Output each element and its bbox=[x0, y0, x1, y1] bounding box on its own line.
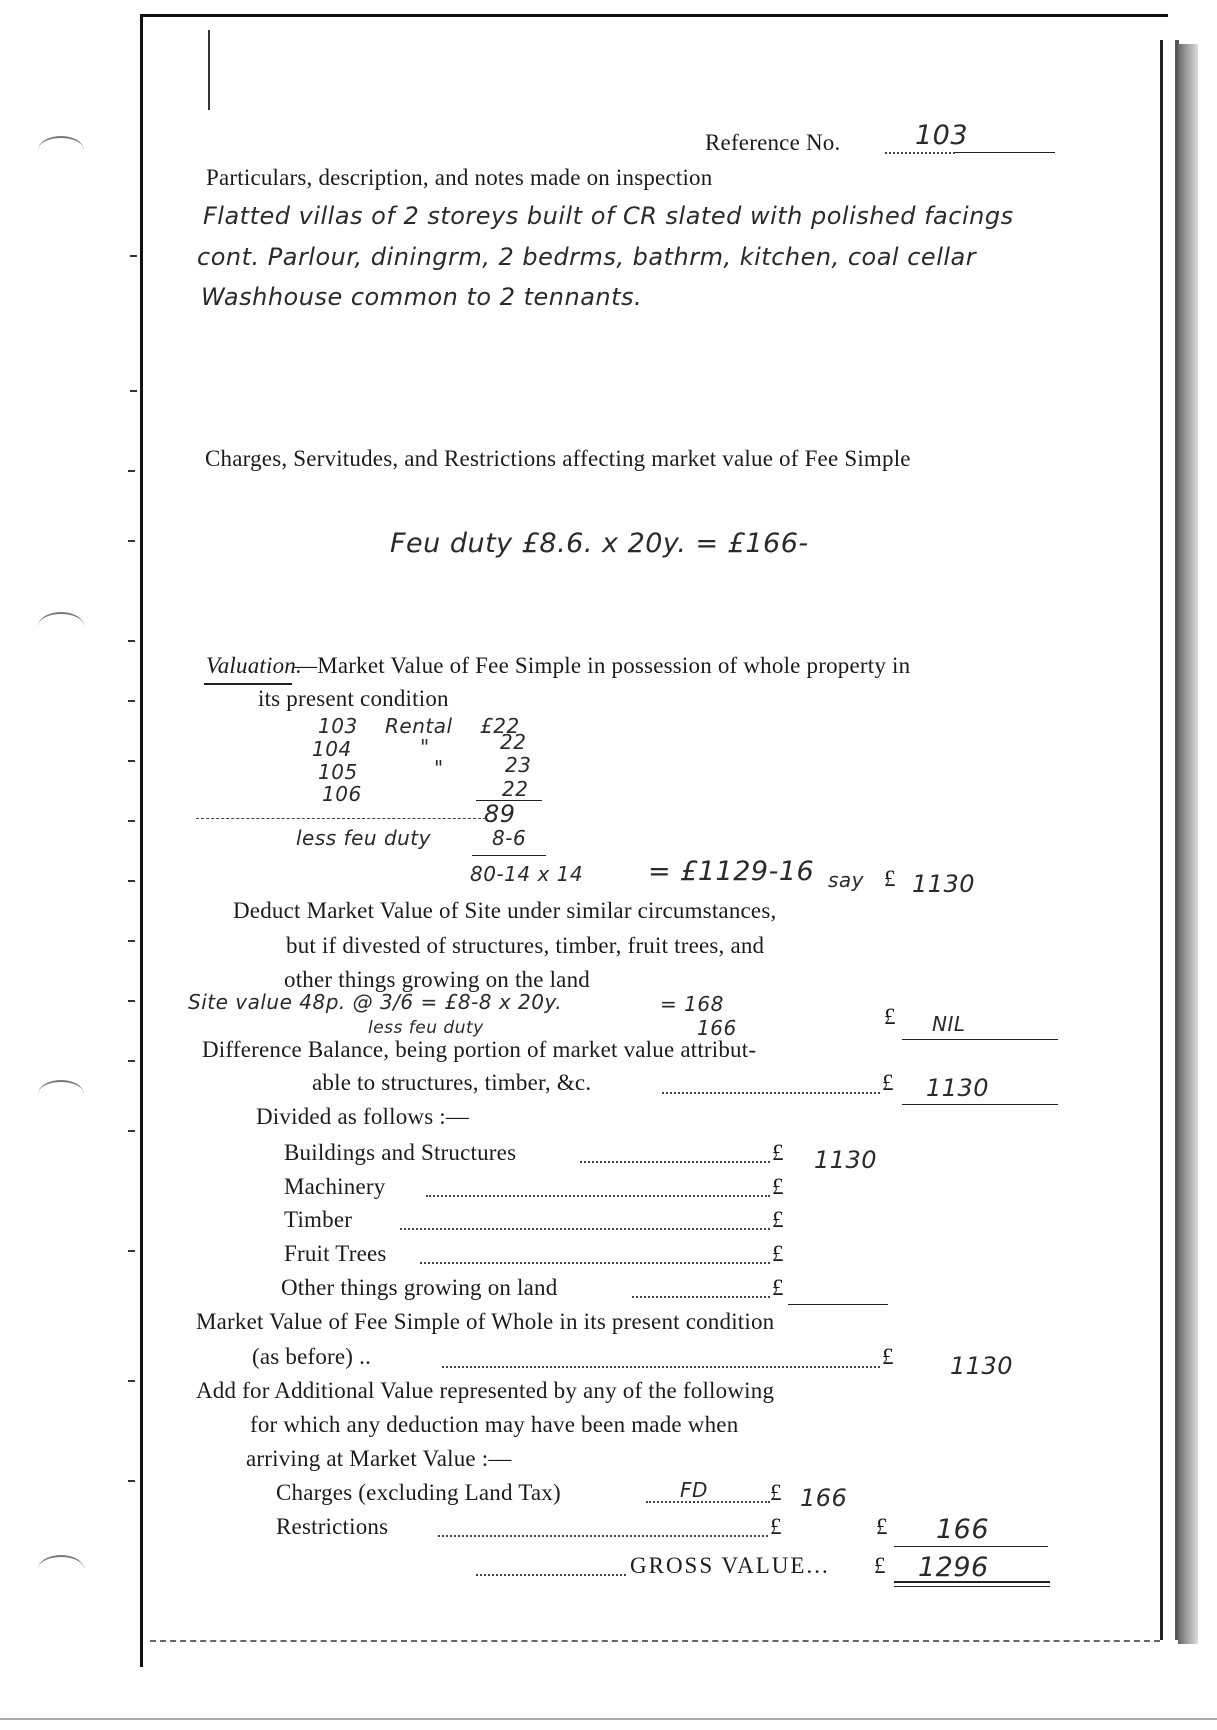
margin-tick bbox=[128, 1130, 135, 1132]
margin-tick bbox=[128, 1060, 135, 1062]
divided-item-currency: £ bbox=[772, 1174, 784, 1199]
deduct-line-1: Deduct Market Value of Site under similar circumstances, bbox=[233, 898, 777, 923]
rental-label: Rental bbox=[385, 714, 453, 738]
valuation-label: Valuation. bbox=[206, 653, 302, 678]
page-edge-shadow bbox=[1178, 44, 1198, 1644]
divided-item-dots bbox=[632, 1296, 770, 1298]
punch-hole bbox=[38, 136, 84, 164]
charges-currency: £ bbox=[770, 1480, 782, 1505]
inspection-note-3: Washhouse common to 2 tennants. bbox=[201, 283, 643, 311]
rental-ref: 104 bbox=[312, 737, 352, 761]
margin-tick bbox=[128, 1380, 135, 1382]
rental-label: " bbox=[434, 756, 444, 780]
margin-tick bbox=[128, 820, 135, 822]
divided-item-currency: £ bbox=[772, 1207, 784, 1232]
gross-value: 1296 bbox=[918, 1552, 989, 1583]
rental-amount: 23 bbox=[505, 753, 532, 777]
divided-item-label: Timber bbox=[284, 1207, 353, 1232]
margin-tick bbox=[128, 470, 135, 472]
gross-dots bbox=[476, 1574, 626, 1576]
valuation-separator bbox=[196, 818, 486, 819]
page-edge-right bbox=[1160, 40, 1179, 1640]
divided-item-value: 1130 bbox=[814, 1146, 878, 1174]
divided-item-currency: £ bbox=[772, 1241, 784, 1266]
market-whole-line-1: Market Value of Fee Simple of Whole in its present condition bbox=[196, 1309, 775, 1334]
margin-tick bbox=[128, 880, 135, 882]
punch-hole bbox=[38, 1555, 84, 1583]
charges-note: Feu duty £8.6. x 20y. = £166- bbox=[390, 528, 809, 559]
divided-item-currency: £ bbox=[772, 1275, 784, 1300]
charges-value: 166 bbox=[800, 1484, 848, 1512]
reference-value: 103 bbox=[915, 120, 969, 151]
market-whole-currency: £ bbox=[882, 1344, 894, 1369]
divided-item-dots bbox=[420, 1262, 770, 1264]
charges-fd-note: FD bbox=[680, 1478, 708, 1502]
market-whole-line-2: (as before) .. bbox=[252, 1344, 372, 1369]
inspection-note-1: Flatted villas of 2 storeys built of CR slated with polished facings bbox=[203, 202, 1014, 230]
rental-amount: £22 bbox=[480, 714, 520, 738]
gross-currency: £ bbox=[874, 1553, 886, 1578]
valuation-heading: —Market Value of Fee Simple in possession of whole property in bbox=[294, 653, 911, 678]
divided-item-currency: £ bbox=[772, 1140, 784, 1165]
additional-line-3: arriving at Market Value :— bbox=[246, 1446, 512, 1471]
rental-label: " bbox=[420, 735, 430, 759]
market-whole-value: 1130 bbox=[950, 1352, 1014, 1380]
gross-underline-double bbox=[894, 1586, 1050, 1587]
footer-line bbox=[0, 1718, 1217, 1720]
margin-tick bbox=[130, 390, 137, 392]
charges-dots bbox=[646, 1501, 770, 1503]
divided-heading: Divided as follows :— bbox=[256, 1104, 470, 1129]
deduct-value: NIL bbox=[932, 1012, 966, 1036]
margin-tick bbox=[128, 640, 135, 642]
reference-label: Reference No. bbox=[705, 130, 841, 155]
site-value-net: 166 bbox=[697, 1016, 737, 1040]
rental-total: 89 bbox=[484, 800, 516, 828]
additional-line-1: Add for Additional Value represented by any of the following bbox=[196, 1378, 775, 1403]
margin-tick bbox=[130, 255, 137, 257]
reference-dots bbox=[885, 152, 955, 154]
restrictions-currency: £ bbox=[770, 1514, 782, 1539]
difference-dots bbox=[662, 1092, 880, 1094]
punch-hole bbox=[38, 1080, 84, 1108]
valuation-heading-2: its present condition bbox=[258, 686, 449, 711]
additional-line-2: for which any deduction may have been made when bbox=[250, 1412, 739, 1437]
say-label: say bbox=[828, 868, 865, 892]
restrictions-label: Restrictions bbox=[276, 1514, 389, 1539]
divided-underline bbox=[788, 1304, 888, 1305]
deduct-line-3: other things growing on the land bbox=[284, 967, 590, 992]
site-value-calc: Site value 48p. @ 3/6 = £8-8 x 20y. bbox=[188, 990, 563, 1014]
difference-line-2: able to structures, timber, &c. bbox=[312, 1070, 592, 1095]
valuation-calc: 80-14 x 14 bbox=[470, 862, 584, 886]
restrictions-dots bbox=[438, 1535, 768, 1537]
difference-value: 1130 bbox=[926, 1074, 990, 1102]
divided-item-label: Fruit Trees bbox=[284, 1241, 387, 1266]
less-feu-amount: 8-6 bbox=[492, 826, 527, 850]
additional-total-currency: £ bbox=[876, 1514, 888, 1539]
rental-ref: 105 bbox=[318, 760, 358, 784]
binding-line bbox=[208, 30, 210, 110]
divided-item-label: Other things growing on land bbox=[281, 1275, 558, 1300]
margin-tick bbox=[128, 700, 135, 702]
gross-underline bbox=[894, 1581, 1050, 1583]
reference-underline bbox=[955, 152, 1055, 153]
less-rule bbox=[472, 855, 546, 856]
deduct-underline bbox=[902, 1039, 1058, 1040]
divided-item-label: Buildings and Structures bbox=[284, 1140, 517, 1165]
inspection-note-2: cont. Parlour, diningrm, 2 bedrms, bathrm, kitchen, coal cellar bbox=[197, 243, 977, 271]
additional-total-value: 166 bbox=[936, 1514, 990, 1545]
divided-item-dots bbox=[580, 1161, 770, 1163]
market-whole-dots bbox=[442, 1366, 880, 1368]
less-feu-note: less feu duty bbox=[368, 1018, 484, 1038]
valuation-calc-result: = £1129-16 bbox=[648, 856, 815, 887]
margin-tick bbox=[128, 540, 135, 542]
deduct-currency: £ bbox=[884, 1004, 896, 1029]
site-value-result: = 168 bbox=[660, 992, 724, 1016]
inspection-heading: Particulars, description, and notes made on inspection bbox=[206, 165, 713, 190]
additional-underline bbox=[894, 1546, 1048, 1547]
rental-ref: 103 bbox=[318, 714, 358, 738]
valuation-underline bbox=[204, 683, 292, 685]
market-value-currency: £ bbox=[884, 866, 896, 891]
margin-tick bbox=[128, 1480, 135, 1482]
bottom-rule bbox=[150, 1640, 1160, 1642]
less-feu-label: less feu duty bbox=[296, 826, 431, 850]
deduct-line-2: but if divested of structures, timber, fruit trees, and bbox=[286, 933, 765, 958]
divided-item-label: Machinery bbox=[284, 1174, 386, 1199]
market-value: 1130 bbox=[912, 870, 976, 898]
margin-tick bbox=[128, 760, 135, 762]
rental-amount: 22 bbox=[502, 777, 529, 801]
charges-heading: Charges, Servitudes, and Restrictions affecting market value of Fee Simple bbox=[205, 446, 911, 471]
gross-label: GROSS VALUE... bbox=[630, 1553, 830, 1578]
divided-item-dots bbox=[400, 1228, 770, 1230]
divided-item-dots bbox=[426, 1195, 770, 1197]
punch-hole bbox=[38, 612, 84, 640]
difference-underline bbox=[902, 1104, 1058, 1105]
rental-ref: 106 bbox=[322, 782, 362, 806]
rental-amount: 22 bbox=[500, 730, 527, 754]
difference-line-1: Difference Balance, being portion of market value attribut- bbox=[202, 1037, 757, 1062]
margin-tick bbox=[128, 940, 135, 942]
margin-tick bbox=[128, 1250, 135, 1252]
margin-tick bbox=[128, 1000, 135, 1002]
charges-excluding-label: Charges (excluding Land Tax) bbox=[276, 1480, 561, 1505]
difference-currency: £ bbox=[882, 1070, 894, 1095]
